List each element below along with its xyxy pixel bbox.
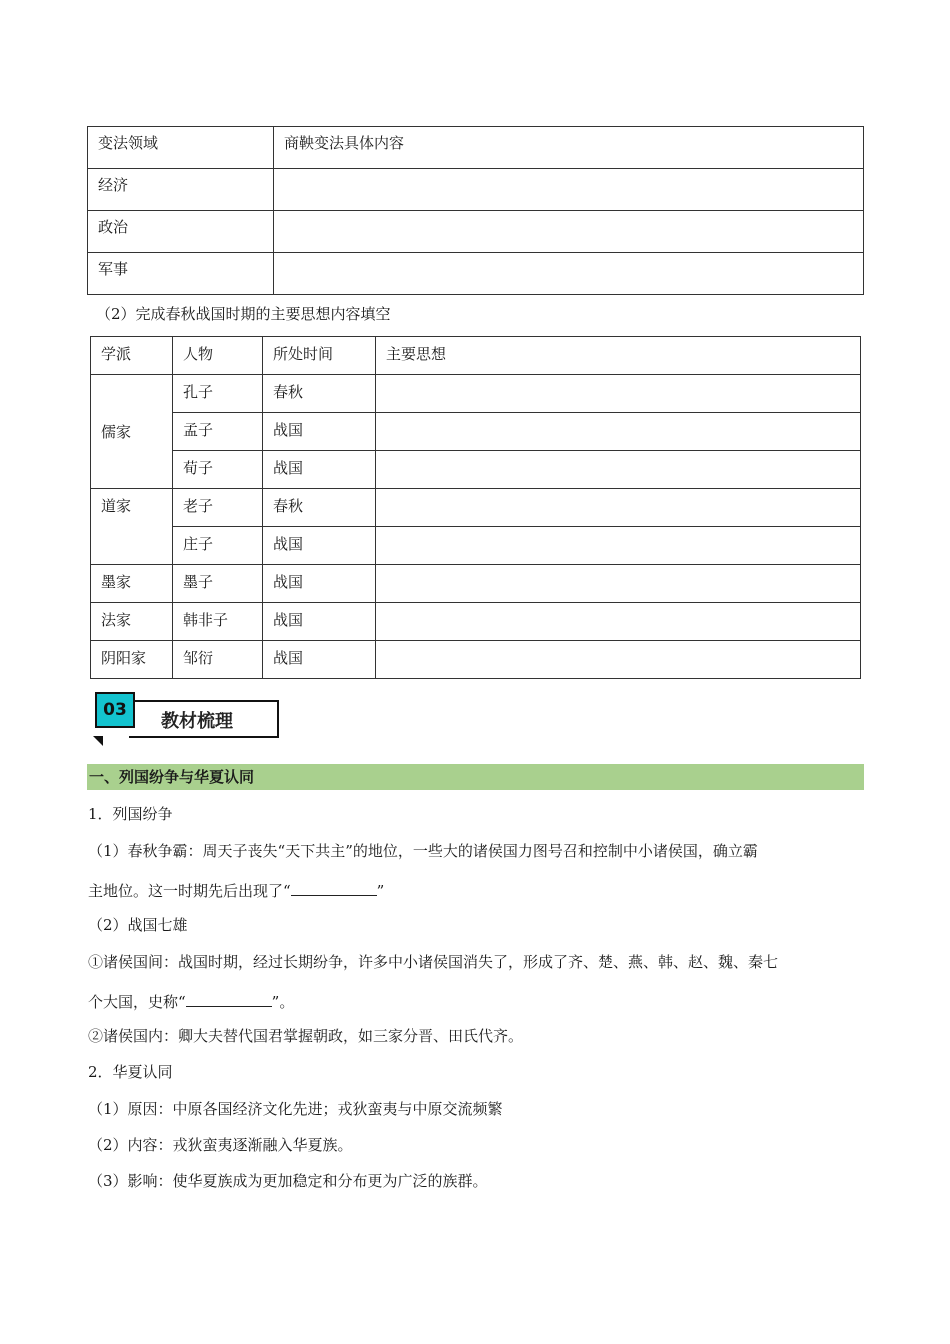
paragraph-line: （1）春秋争霸：周天子丧失“天下共主”的地位，一些大的诸侯国力图号召和控制中小诸侯国，确立霸 [88, 842, 758, 860]
idea-cell[interactable] [376, 641, 861, 679]
school-cell: 儒家 [91, 375, 173, 489]
table-row [91, 565, 861, 603]
header-school: 学派 [91, 337, 173, 375]
paragraph-line: （2）内容：戎狄蛮夷逐渐融入华夏族。 [88, 1136, 353, 1154]
header-person: 人物 [173, 337, 263, 375]
content-cell[interactable] [274, 211, 864, 253]
person-cell: 孔子 [173, 375, 263, 413]
idea-cell[interactable] [376, 565, 861, 603]
paragraph-line: （3）影响：使华夏族成为更加稳定和分布更为广泛的族群。 [88, 1172, 488, 1190]
school-cell: 道家 [91, 489, 173, 565]
badge-title: 教材梳理 [161, 711, 233, 732]
paragraph-line [88, 990, 294, 1012]
table-row [91, 603, 861, 641]
paragraph-line [88, 879, 384, 901]
time-cell: 战国 [263, 527, 376, 565]
idea-cell[interactable] [376, 451, 861, 489]
badge-number: 03 [95, 692, 135, 728]
header-idea: 主要思想 [376, 337, 861, 375]
section-badge [93, 690, 283, 742]
fill-blank[interactable] [291, 879, 377, 896]
table-row [91, 375, 861, 413]
subheading: （2）战国七雄 [88, 916, 188, 934]
person-cell: 老子 [173, 489, 263, 527]
time-cell: 战国 [263, 413, 376, 451]
paragraph-line: ①诸侯国间：战国时期，经过长期纷争，许多中小诸侯国消失了，形成了齐、楚、燕、韩、赵、魏、秦七 [88, 953, 779, 971]
header-content: 商鞅变法具体内容 [274, 127, 864, 169]
thought-table [90, 336, 861, 679]
heading-2: 2．华夏认同 [88, 1063, 173, 1081]
paragraph-text: ”。 [271, 993, 295, 1011]
person-cell: 孟子 [173, 413, 263, 451]
table-row [91, 641, 861, 679]
idea-cell[interactable] [376, 603, 861, 641]
field-cell: 政治 [88, 211, 274, 253]
table-row [88, 211, 864, 253]
header-time: 所处时间 [263, 337, 376, 375]
time-cell: 战国 [263, 451, 376, 489]
person-cell: 庄子 [173, 527, 263, 565]
person-cell: 墨子 [173, 565, 263, 603]
table-row [91, 413, 861, 451]
idea-cell[interactable] [376, 413, 861, 451]
school-cell: 墨家 [91, 565, 173, 603]
time-cell: 战国 [263, 565, 376, 603]
table-row [91, 489, 861, 527]
paragraph-line: （1）原因：中原各国经济文化先进；戎狄蛮夷与中原交流频繁 [88, 1100, 503, 1118]
person-cell: 邹衍 [173, 641, 263, 679]
table-row [91, 337, 861, 375]
time-cell: 战国 [263, 603, 376, 641]
paragraph-text: 主地位。这一时期先后出现了“ [88, 882, 291, 900]
idea-cell[interactable] [376, 527, 861, 565]
table-row [91, 451, 861, 489]
idea-cell[interactable] [376, 489, 861, 527]
content-cell[interactable] [274, 169, 864, 211]
field-cell: 军事 [88, 253, 274, 295]
table-row [88, 169, 864, 211]
header-field: 变法领域 [88, 127, 274, 169]
table-row [88, 127, 864, 169]
content-cell[interactable] [274, 253, 864, 295]
time-cell: 春秋 [263, 375, 376, 413]
section-title: 一、列国纷争与华夏认同 [87, 764, 864, 790]
time-cell: 战国 [263, 641, 376, 679]
time-cell: 春秋 [263, 489, 376, 527]
reform-table [87, 126, 864, 295]
school-cell: 阴阳家 [91, 641, 173, 679]
paragraph-text: 个大国，史称“ [88, 993, 186, 1011]
table-row [91, 527, 861, 565]
paragraph-line: ②诸侯国内：卿大夫替代国君掌握朝政，如三家分晋、田氏代齐。 [88, 1027, 524, 1045]
person-cell: 韩非子 [173, 603, 263, 641]
fill-blank[interactable] [186, 990, 272, 1007]
heading-1: 1．列国纷争 [88, 805, 173, 823]
table-row [88, 253, 864, 295]
table2-caption: （2）完成春秋战国时期的主要思想内容填空 [96, 305, 391, 323]
field-cell: 经济 [88, 169, 274, 211]
school-cell: 法家 [91, 603, 173, 641]
idea-cell[interactable] [376, 375, 861, 413]
paragraph-text: ” [376, 882, 385, 900]
person-cell: 荀子 [173, 451, 263, 489]
